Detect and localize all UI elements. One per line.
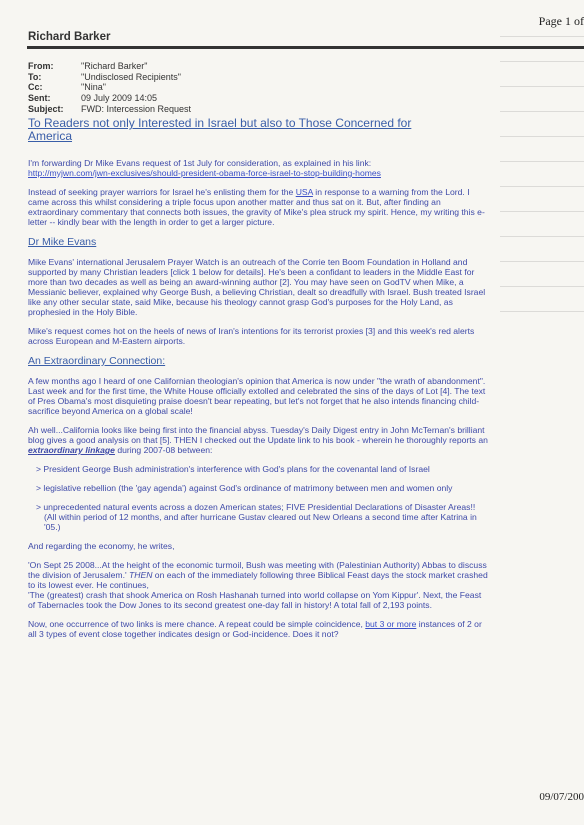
subject-heading: To Readers not only Interested in Israel but also to Those Concerned for America — [28, 116, 412, 143]
emphasis-linkage: extraordinary linkage — [28, 445, 115, 455]
header-rule — [27, 46, 584, 49]
paragraph-usa: Instead of seeking prayer warriors for Israel he's enlisting them for the USA in response to a warning from the Lord. I came across this whilst considering a triple focus upon another matter and thus sat on it. But, after finding an extraordinary commentary that connects both issues, the gravity of Mike's plea struck my spirit. Hence, my writing this e-letter -- kindly bear with the length in order to get a larger picture. — [28, 187, 485, 227]
paragraph-economy: And regarding the economy, he writes, — [28, 541, 175, 551]
bullet-note: (All within period of 12 months, and after hurricane Gustav cleared out New Orleans a second time after Katrina in '05.) — [44, 512, 477, 532]
paragraph-coincidence: Now, one occurrence of two links is mere chance. A repeat could be simple coincidence, but 3 or more instances of 2 or all 3 types of event close together indicates design or God-incidence. Does it not? — [28, 619, 482, 639]
header-sent: Sent: 09 July 2009 14:05 — [28, 93, 158, 104]
paragraph-wrath: A few months ago I heard of one Californian theologian's opinion that America is now under "the wrath of abandonment". Last week and for the first time, the White House officially extolled and celebrated the sins of the days of Lot [4]. The text of Pres Obama's most disquieting praise doesn't bear repeating, but let's not forget that he also intends financing child-sacrifice beyond America on a global scale! — [28, 376, 486, 416]
underlined-phrase: but 3 or more — [365, 619, 417, 629]
sender-name-header: Richard Barker — [28, 31, 111, 43]
paragraph-california: Ah well...California looks like being first into the financial abyss. Tuesday's Daily Digest entry in John McTernan's brilliant blog gives a good analysis on that [5]. THEN I checked out the Update link to his book - wherein he thoroughly reports an extraordinary linkage during 2007-08 between: — [28, 425, 488, 455]
section-heading-mike-evans: Dr Mike Evans — [28, 236, 97, 248]
article-link[interactable]: http://myjwn.com/jwn-exclusives/should-president-obama-force-israel-to-stop-building-homes — [28, 168, 381, 178]
header-subject: Subject: FWD: Intercession Request — [28, 103, 192, 114]
usa-link[interactable]: USA — [295, 187, 313, 197]
header-from: From: "Richard Barker" — [28, 61, 148, 71]
bleed-through-lines — [500, 36, 584, 356]
header-cc: Cc: "Nina" — [28, 82, 106, 93]
footer-date: 09/07/200 — [539, 791, 584, 803]
paragraph-mike-evans: Mike Evans' international Jerusalem Prayer Watch is an outreach of the Corrie ten Boom Foundation in Holland and supported by many Christian leaders [click 1 below for details]. He's been a confidant to leaders in the Middle East for more than two decades as well as being an award-winning author [2]. You may have seen on GodTV when Mike, a Messianic believer, explained why George Bush, a believing Christian, dealt so dreadfully with Israel. Bush treated Israel like any other secular state, said Mike, because his theology cannot grasp God's purposes for the Holy Land, as prophesied in the Holy Bible. — [28, 257, 486, 317]
paragraph-iran: Mike's request comes hot on the heels of news of Iran's intentions for its terrorist proxies [3] and this week's red alerts across European and M-Eastern airports. — [28, 326, 475, 346]
quote-paragraph: 'On Sept 25 2008...At the height of the economic turmoil, Bush was meeting with (Palestinian Authority) Abbas to discuss the division of Jerusalem.' THEN on each of the immediately following three Biblical Feast days the stock market crashed to its lowest ever. He continues, 'The (greatest) crash that shook America on Rosh Hashanah turned into world collapse on Yom Kippur'. Next, the Feast of Tabernacles took the Dow Jones to its second greatest one-day fall in history! A total fall of 2,193 points. — [28, 560, 488, 610]
emphasis-then: THEN — [129, 570, 153, 580]
list-item: > President George Bush administration's interference with God's plans for the covenantal land of Israel — [36, 464, 430, 474]
section-heading-connection: An Extraordinary Connection: — [28, 355, 166, 367]
header-to: To: "Undisclosed Recipients" — [28, 71, 181, 82]
email-body — [28, 158, 490, 648]
intro-paragraph: I'm forwarding Dr Mike Evans request of 1st July for consideration, as explained in his link: http://myjwn.com/jwn-exclusives/should-president-obama-force-israel-to-stop-building-homes — [28, 158, 381, 178]
list-item: > unprecedented natural events across a dozen American states; FIVE Presidential Declarations of Disaster Areas!! — [36, 502, 476, 512]
page-number: Page 1 of — [538, 14, 584, 28]
email-headers — [28, 61, 191, 115]
list-item: > legislative rebellion (the 'gay agenda') against God's ordinance of matrimony between men and women only — [36, 483, 453, 493]
